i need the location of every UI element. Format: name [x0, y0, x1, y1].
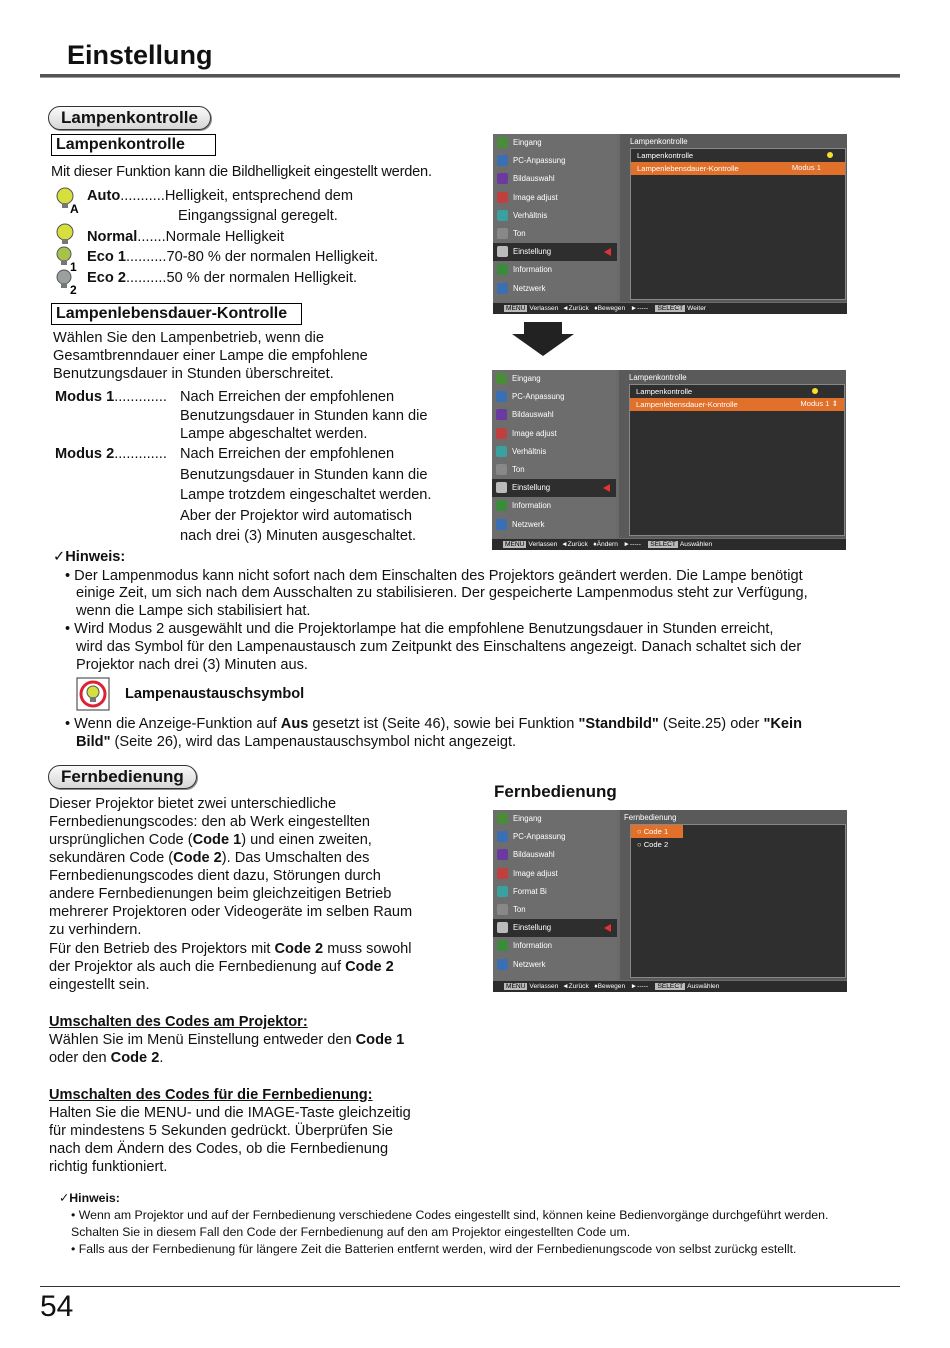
osd-menu-item[interactable]: Verhältnis [492, 443, 616, 461]
modus1-line: Nach Erreichen der empfohlenen [180, 389, 395, 405]
osd-menu-item[interactable]: Verhältnis [493, 207, 617, 225]
item-eco1: Eco 1..........70-80 % der normalen Helligkeit. [87, 249, 379, 265]
osd-menu-item[interactable]: Netzwerk [493, 956, 617, 974]
osd-menu-item[interactable]: Netzwerk [493, 280, 617, 298]
osd-menu-item[interactable]: PC-Anpassung [492, 388, 616, 406]
note-line: wenn die Lampe sich stabilisiert hat. [76, 603, 311, 619]
osd-menu-item[interactable]: Netzwerk [492, 516, 616, 534]
osd-row-code2[interactable]: ○ Code 2 [637, 840, 669, 849]
osd-screen-3 [493, 810, 847, 992]
osd-menu-item[interactable]: Bildauswahl [492, 406, 616, 424]
fb-step: für mindestens 5 Sekunden gedrückt. Überprüfen Sie [49, 1123, 393, 1139]
subheading-lampenlebensdauer: Lampenlebensdauer-Kontrolle [51, 303, 302, 325]
osd-row[interactable]: Lampenkontrolle [636, 387, 693, 396]
fb-step: Wählen Sie im Menü Einstellung entweder den Code 1 [49, 1032, 405, 1048]
note3-line1: • Wenn die Anzeige-Funktion auf Aus gesetzt ist (Seite 46), sowie bei Funktion "Standbild" (Seite.25) oder "Kein [65, 716, 803, 732]
note-line: wird das Symbol für den Lampenaustausch zum Zeitpunkt des Einschaltens angezeigt. Danach schaltet sich der [76, 639, 802, 655]
fernbedienung-heading: Fernbedienung [494, 782, 617, 801]
osd-menu-item[interactable]: Ton [493, 225, 617, 243]
note-line: einige Zeit, um sich nach dem Ausschalten zu stabilisieren. Der gespeicherte Lampenmodus steht zur Verfügung, [76, 585, 808, 601]
fb-para: ursprünglichen Code (Code 1) und einen zweiten, [49, 832, 372, 848]
modus2-line: Benutzungsdauer in Stunden kann die [180, 467, 428, 483]
fb-step: oder den Code 2. [49, 1050, 164, 1066]
fb-para: der Projektor als auch die Fernbedienung auf Code 2 [49, 959, 394, 975]
subheading-lampenkontrolle: Lampenkontrolle [51, 134, 216, 156]
modus2-line: Lampe trotzdem eingeschaltet werden. [180, 487, 432, 503]
osd-menu [492, 370, 616, 538]
page-title: Einstellung [67, 40, 213, 70]
osd-inner [629, 384, 845, 536]
subheading-fernbedienung: Umschalten des Codes für die Fernbedienung: [49, 1087, 373, 1103]
osd-help-bar: MENU Verlassen ◄Zurück ♦Ändern ►----- SELECT Auswählen [492, 539, 846, 550]
osd-menu-item[interactable]: Image adjust [493, 189, 617, 207]
bulb-icon [827, 152, 833, 158]
osd-submenu-panel [619, 370, 846, 538]
item-normal: Normal.......Normale Helligkeit [87, 229, 285, 245]
modus1-line: Benutzungsdauer in Stunden kann die [180, 408, 428, 424]
osd-menu-item[interactable]: Information [493, 937, 617, 955]
osd-menu [493, 810, 617, 980]
osd-row-code1[interactable]: ○ Code 1 [631, 825, 683, 838]
fb-para: Fernbedienungscodes: den ab Werk eingestellten [49, 814, 371, 830]
osd-inner [630, 148, 846, 300]
svg-text:2: 2 [70, 283, 77, 296]
osd-menu-item[interactable]: Eingang [492, 370, 616, 388]
osd-panel-title: Lampenkontrolle [630, 137, 688, 146]
fb-step: richtig funktioniert. [49, 1159, 168, 1175]
title-divider [40, 74, 900, 78]
section-pill-lampenkontrolle: Lampenkontrolle [48, 106, 211, 130]
osd-menu-item[interactable]: Image adjust [493, 865, 617, 883]
fb-para: Für den Betrieb des Projektors mit Code 2 muss sowohl [49, 941, 412, 957]
lifetime-desc-2: Gesamtbrenndauer einer Lampe die empfohlene [53, 348, 368, 364]
lifetime-desc-3: Benutzungsdauer in Stunden überschreitet. [53, 366, 334, 382]
modus1-label: Modus 1............. [55, 389, 167, 405]
osd-menu-item[interactable]: PC-Anpassung [493, 828, 617, 846]
osd-menu-item-selected[interactable]: Einstellung [493, 919, 617, 937]
svg-text:A: A [70, 202, 79, 214]
subheading-projektor: Umschalten des Codes am Projektor: [49, 1014, 308, 1030]
modus2-line: nach drei (3) Minuten ausgeschaltet. [180, 528, 417, 544]
note2-line: Schalten Sie in diesem Fall den Code der Fernbedienung auf den am Projektor eingestellten Code um. [71, 1225, 631, 1239]
page-number: 54 [40, 1290, 74, 1323]
osd-submenu-panel [620, 810, 847, 980]
modus1-line: Lampe abgeschaltet werden. [180, 426, 368, 442]
osd-menu-item[interactable]: Information [492, 497, 616, 515]
osd-help-bar: MENU Verlassen ◄Zurück ♦Bewegen ►----- SELECT Weiter [493, 303, 847, 314]
osd-inner [630, 824, 846, 978]
hinweis-heading: ✓Hinweis: [53, 549, 126, 565]
symbol-label: Lampenaustauschsymbol [125, 686, 305, 702]
osd-submenu-panel [620, 134, 847, 302]
fb-para: zu verhindern. [49, 922, 142, 938]
fb-para: mehrerer Projektoren oder Videogeräte im selben Raum [49, 904, 413, 920]
modus2-line: Aber der Projektor wird automatisch [180, 508, 412, 524]
note2-line: • Falls aus der Fernbedienung für längere Zeit die Batterien entfernt werden, wird der Fernbedienungscode von selbst zurückg estellt. [71, 1242, 797, 1256]
fb-para: Fernbedienungscodes dient dazu, Störungen durch [49, 868, 381, 884]
osd-menu-item[interactable]: Eingang [493, 134, 617, 152]
item-auto: Auto...........Helligkeit, entsprechend dem [87, 188, 354, 204]
note-line: Projektor nach drei (3) Minuten aus. [76, 657, 308, 673]
fb-para: sekundären Code (Code 2). Das Umschalten des [49, 850, 370, 866]
osd-screen-2 [492, 370, 846, 550]
osd-menu-item[interactable]: Eingang [493, 810, 617, 828]
osd-row[interactable]: Lampenkontrolle [637, 151, 694, 160]
item-auto-cont: Eingangssignal geregelt. [178, 208, 338, 224]
osd-screen-1 [493, 134, 847, 314]
osd-menu-item[interactable]: Information [493, 261, 617, 279]
intro-text: Mit dieser Funktion kann die Bildhelligkeit eingestellt werden. [51, 164, 432, 180]
bulb-icon [812, 388, 818, 394]
down-arrow-icon [512, 334, 574, 356]
osd-menu-item[interactable]: Ton [493, 901, 617, 919]
lamp-eco2-icon [54, 268, 80, 296]
lamp-auto-icon [54, 186, 80, 214]
osd-row-highlight[interactable]: Lampenlebensdauer-Kontrolle Modus 1 ⇕ [630, 398, 844, 411]
osd-menu-item-selected[interactable]: Einstellung [493, 243, 617, 261]
osd-menu-item[interactable]: Format Bi [493, 883, 617, 901]
section-pill-fernbedienung: Fernbedienung [48, 765, 197, 789]
osd-panel-title: Lampenkontrolle [629, 373, 687, 382]
osd-panel-title: Fernbedienung [624, 813, 677, 822]
modus2-line: Nach Erreichen der empfohlenen [180, 446, 395, 462]
down-arrow-stem [524, 322, 562, 334]
osd-menu-item[interactable]: PC-Anpassung [493, 152, 617, 170]
fb-step: nach dem Ändern des Codes, ob die Fernbedienung [49, 1141, 389, 1157]
osd-menu-item[interactable]: Bildauswahl [493, 846, 617, 864]
fb-para: Dieser Projektor bietet zwei unterschiedliche [49, 796, 337, 812]
hinweis-heading-2: ✓Hinweis: [59, 1191, 120, 1205]
fb-step: Halten Sie die MENU- und die IMAGE-Taste gleichzeitig [49, 1105, 411, 1121]
osd-menu-item-selected[interactable]: Einstellung [492, 479, 616, 497]
footer-divider [40, 1286, 900, 1287]
osd-menu [493, 134, 617, 302]
lamp-replace-icon [76, 677, 110, 711]
note3-line2: Bild" (Seite 26), wird das Lampenaustauschsymbol nicht angezeigt. [76, 734, 517, 750]
note-line: • Wird Modus 2 ausgewählt und die Projektorlampe hat die empfohlene Benutzungsdauer in Stunden erreicht, [65, 621, 774, 637]
osd-menu-item[interactable]: Bildauswahl [493, 170, 617, 188]
svg-text:1: 1 [70, 260, 77, 273]
note2-line: • Wenn am Projektor und auf der Fernbedienung verschiedene Codes eingestellt sind, können keine Bedienvorgänge durchgeführt werden. [71, 1208, 829, 1222]
item-eco2: Eco 2..........50 % der normalen Helligkeit. [87, 270, 358, 286]
osd-menu-item[interactable]: Image adjust [492, 425, 616, 443]
modus2-label: Modus 2............. [55, 446, 167, 462]
lifetime-desc-1: Wählen Sie den Lampenbetrieb, wenn die [53, 330, 324, 346]
osd-menu-item[interactable]: Ton [492, 461, 616, 479]
fb-para: eingestellt sein. [49, 977, 150, 993]
osd-row-highlight[interactable]: Lampenlebensdauer-Kontrolle Modus 1 [631, 162, 845, 175]
note-line: • Der Lampenmodus kann nicht sofort nach dem Einschalten des Projektors geändert werden. Die Lampe benötigt [65, 568, 803, 584]
fb-para: andere Fernbedienungen beim gleichzeitigen Betrieb [49, 886, 392, 902]
osd-help-bar: MENU Verlassen ◄Zurück ♦Bewegen ►----- SELECT Auswählen [493, 981, 847, 992]
